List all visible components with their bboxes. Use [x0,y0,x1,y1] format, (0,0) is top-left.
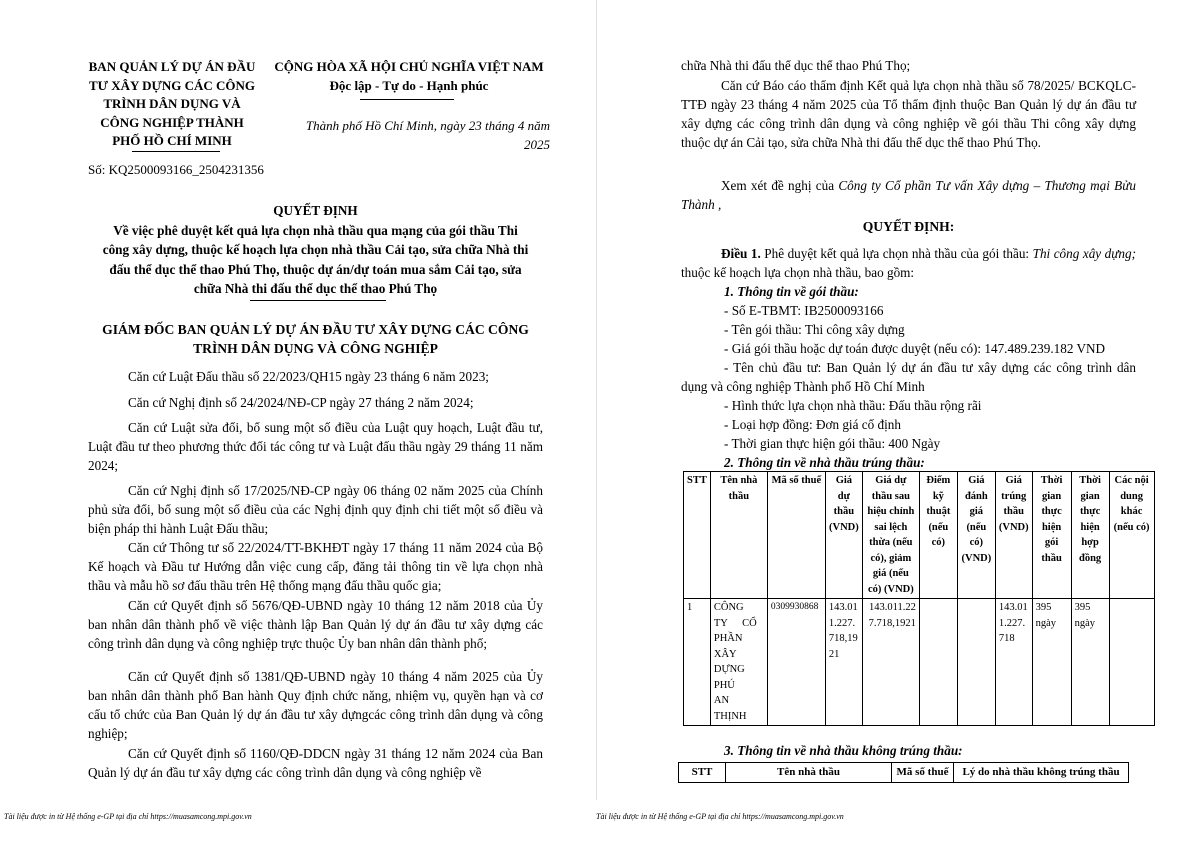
package-info-line: - Hình thức lựa chọn nhà thầu: Đấu thầu rộng rãi [724,398,982,413]
motto: Độc lập - Tự do - Hạnh phúc [329,77,489,93]
column-header: Giá trúng thầu (VND) [995,472,1032,599]
continued-text: chữa Nhà thi đấu thể dục thể thao Phú Thọ; [681,58,911,73]
national-header [268,58,550,154]
column-header: Giá đánh giá (nếu có) (VND) [957,472,995,599]
decision-title: QUYẾT ĐỊNH Về việc phê duyệt kết quả lựa chọn nhà thầu qua mạng của gói thầu Thi công xây dựng, thuộc kế hoạch lựa chọn nhà thầu Cải tạo, sửa chữa Nhà thi đấu thể dục thể thao Phú Thọ, thuộc dự án/dự toán mua sắm Cải tạo, sửa chữa Nhà thi đấu thể dục thể thao Phú Thọ [88,201,543,299]
table-cell [957,599,995,726]
column-header: Giá dự thầu (VND) [825,472,862,599]
place-date: Thành phố Hồ Chí Minh, ngày 23 tháng 4 năm [305,118,550,133]
winning-bidder-table [683,471,1155,726]
column-header: STT [679,763,726,783]
package-info-line: - Thời gian thực hiện gói thầu: 400 Ngày [724,436,941,451]
column-header: Mã số thuế [767,472,825,599]
authority-heading: GIÁM ĐỐC BAN QUẢN LÝ DỰ ÁN ĐẦU TƯ XÂY DỰNG CÁC CÔNG TRÌNH DÂN DỤNG VÀ CÔNG NGHIỆP [102,322,529,356]
basis-paragraph: Căn cứ Luật sửa đổi, bổ sung một số điều của Luật quy hoạch, Luật đầu tư, Luật đầu tư theo phương thức đối tác công tư và Luật đấu thầu ngày 29 tháng 11 năm 2024; [88,420,543,473]
table-row [684,599,1155,726]
column-header: Điểm kỹ thuật (nếu có) [919,472,957,599]
proposal-paragraph: Xem xét đề nghị của Công ty Cổ phần Tư vấn Xây dựng – Thương mại Bửu Thành , [681,178,1136,212]
article-1: Điều 1. Phê duyệt kết quả lựa chọn nhà thầu của gói thầu: Thi công xây dựng; thuộc kế hoạch lựa chọn nhà thầu, bao gồm: [681,246,1137,280]
package-info-line: - Giá gói thầu hoặc dự toán được duyệt (nếu có): 147.489.239.182 VND [724,341,1106,356]
document-number: Số: KQ2500093166_2504231356 [88,162,264,177]
basis-paragraph: Căn cứ Nghị định số 24/2024/NĐ-CP ngày 27 tháng 2 năm 2024; [128,395,474,410]
package-info-line: - Loại hợp đồng: Đơn giá cố định [724,417,901,432]
column-header: Mã số thuế [892,763,954,783]
motto-underline [360,99,454,100]
document-page-2 [596,0,1200,851]
page-footer: Tài liệu được in từ Hệ thống e-GP tại địa chỉ https://muasamcong.mpi.gov.vn [4,812,252,821]
table-cell: 395 ngày [1032,599,1071,726]
table-cell: 1 [684,599,711,726]
title-underline [250,300,386,301]
section-1-heading: 1. Thông tin về gói thầu: [724,284,859,299]
agency-underline [132,151,220,152]
table-cell: 395 ngày [1071,599,1109,726]
nation-name: CỘNG HÒA XÃ HỘI CHỦ NGHĨA VIỆT NAM [274,59,544,74]
column-header: Lý do nhà thầu không trúng thầu [954,763,1129,783]
decides-heading: QUYẾT ĐỊNH: [862,219,955,234]
basis-paragraph: Căn cứ Quyết định số 1160/QĐ-DDCN ngày 31 tháng 12 năm 2024 của Ban Quản lý dự án đầu tư xây dựng các công trình dân dụng và công nghiệp về [88,746,543,780]
table-cell [919,599,957,726]
basis-paragraph: Căn cứ Quyết định số 5676/QĐ-UBND ngày 10 tháng 12 năm 2018 của Ủy ban nhân dân thành phố về việc thành lập Ban Quản lý dự án đầu tư xây dựng các công trình dân dụng và công nghiệp trực thuộc Ủy ban nhân dân thành phố; [88,598,543,651]
document-page-1 [0,0,596,851]
table-cell: 0309930868 [767,599,825,726]
column-header: Thời gian thực hiện gói thầu [1032,472,1071,599]
package-info-line: - Tên chủ đầu tư: Ban Quản lý dự án đầu tư xây dựng các công trình dân dụng và công nghiệp Thành phố Hồ Chí Minh [681,360,1136,394]
section-2-heading: 2. Thông tin về nhà thầu trúng thầu: [724,455,925,470]
table-header-row [684,472,1155,599]
page-footer: Tài liệu được in từ Hệ thống e-GP tại địa chỉ https://muasamcong.mpi.gov.vn [596,812,844,821]
table-cell: 143.011.227.718,1921 [862,599,919,726]
table-cell: 143.011.227.718 [995,599,1032,726]
basis-paragraph: Căn cứ Luật Đấu thầu số 22/2023/QH15 ngày 23 tháng 6 năm 2023; [128,369,489,384]
table-cell [1109,599,1154,726]
table-header-row [679,763,1129,783]
basis-paragraph: Căn cứ Báo cáo thẩm định Kết quả lựa chọn nhà thầu số 78/2025/ BCKQLC- TTĐ ngày 23 tháng 4 năm 2025 của Tổ thẩm định thuộc Ban Quản lý dự án đầu tư xây dựng các công trình dân dụng và công nghiệp về gói thầu Thi công xây dựng thuộc dự án Cải tạo, sửa chữa Nhà thi đấu thể dục thể thao Phú Thọ. [681,78,1136,150]
column-header: Các nội dung khác (nếu có) [1109,472,1154,599]
table-cell: 143.011.227.718,1921 [825,599,862,726]
column-header: Giá dự thầu sau hiệu chỉnh sai lệch thừa (nếu có), giảm giá (nếu có) (VND) [862,472,919,599]
package-info-line: - Số E-TBMT: IB2500093166 [724,303,884,318]
losing-bidder-table [678,762,1129,783]
package-info-line: - Tên gói thầu: Thi công xây dựng [724,322,905,337]
column-header: Thời gian thực hiện hợp đồng [1071,472,1109,599]
place-date-year: 2025 [524,136,550,152]
basis-paragraph: Căn cứ Quyết định số 1381/QĐ-UBND ngày 10 tháng 4 năm 2025 của Ủy ban nhân dân thành phố Ban hành Quy định chức năng, nhiệm vụ, quyền hạn và cơ cấu tổ chức của Ban Quản lý dự án đầu tư xây dựngcác công trình dân dụng và công nghiệp; [88,669,543,741]
column-header: Tên nhà thầu [710,472,767,599]
table-cell: CÔNG TY CỔ PHẦN XÂY DỰNG PHÚ AN THỊNH [710,599,767,726]
column-header: Tên nhà thầu [726,763,892,783]
basis-paragraph: Căn cứ Nghị định số 17/2025/NĐ-CP ngày 06 tháng 02 năm 2025 của Chính phủ sửa đổi, bổ sung một số điều của các Nghị định quy định chi tiết một số điều và biện pháp thi hành Luật Đấu thầu; [88,483,543,536]
issuing-agency: BAN QUẢN LÝ DỰ ÁN ĐẦU TƯ XÂY DỰNG CÁC CÔNG TRÌNH DÂN DỤNG VÀ CÔNG NGHIỆP THÀNH PHỐ HỒ CHÍ MINH [88,59,256,148]
column-header: STT [684,472,711,599]
section-3-heading: 3. Thông tin về nhà thầu không trúng thầu: [724,743,963,758]
doc-type: QUYẾT ĐỊNH [273,203,358,218]
basis-paragraph: Căn cứ Thông tư số 22/2024/TT-BKHĐT ngày 17 tháng 11 năm 2024 của Bộ Kế hoạch và Đầu tư Hướng dẫn việc cung cấp, đăng tải thông tin về lựa chọn nhà thầu và mẫu hồ sơ đấu thầu trên Hệ thống mạng đấu thầu quốc gia; [88,540,543,593]
